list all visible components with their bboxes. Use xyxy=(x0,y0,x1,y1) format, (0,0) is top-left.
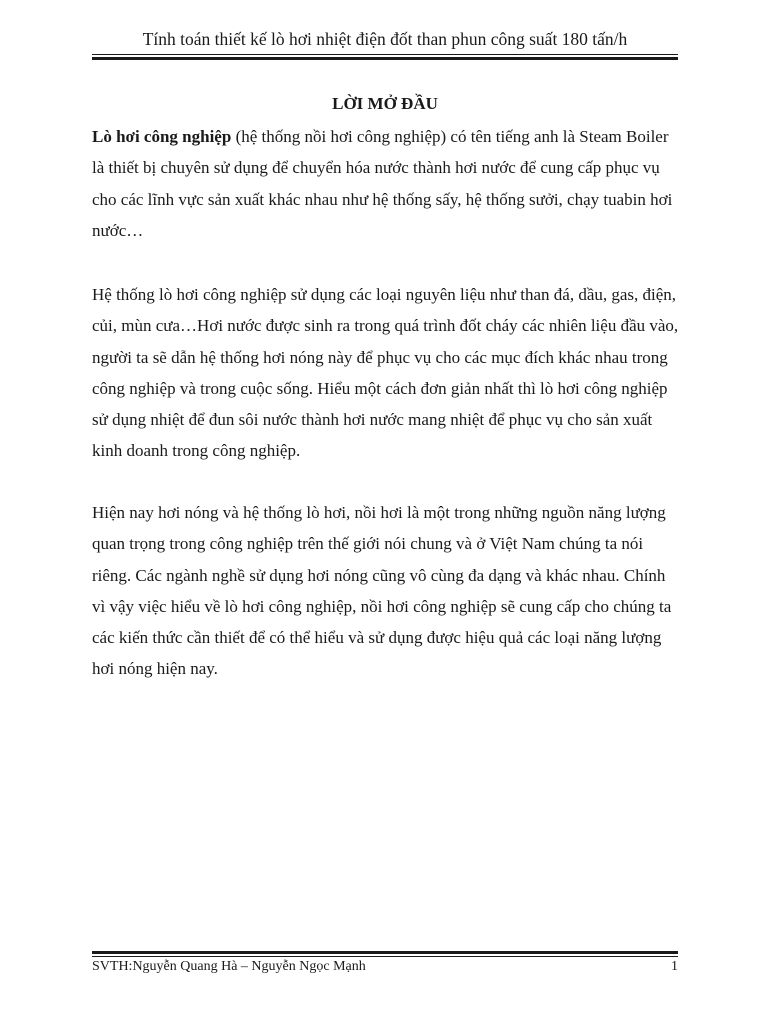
page-number: 1 xyxy=(671,959,678,974)
intro-paragraph-3: Hiện nay hơi nóng và hệ thống lò hơi, nồi hơi là một trong những nguồn năng lượng quan trọng trong công nghiệp trên thế giới nói chung và ở Việt Nam chúng ta nói riêng. Các ngành nghề sử dụng hơi nóng cũng vô cùng đa dạng và khác nhau. Chính vì vậy việc hiểu về lò hơi công nghiệp, nồi hơi công nghiệp sẽ cung cấp cho chúng ta các kiến thức cần thiết để có thể hiểu và sử dụng được hiệu quả các loại năng lượng hơi nóng hiện nay. xyxy=(92,503,672,679)
paragraph-1-bold-lead: Lò hơi công nghiệp xyxy=(92,127,232,146)
header-rule-thin xyxy=(92,54,678,55)
header-rule-thick xyxy=(92,57,678,60)
paragraph-1-text: (hệ thống nồi hơi công nghiệp) có tên tiếng anh là Steam Boiler là thiết bị chuyên sử dụng để chuyển hóa nước thành hơi nước để cung cấp phục vụ cho các lĩnh vực sản xuất khác nhau như hệ thống sấy, hệ thống sưởi, chạy tuabin hơi nước… xyxy=(92,127,673,240)
section-heading: LỜI MỞ ĐẦU xyxy=(332,94,438,113)
footer-rule-thick xyxy=(92,951,678,954)
footer-authors: SVTH:Nguyễn Quang Hà – Nguyễn Ngọc Mạnh xyxy=(92,959,366,974)
footer-rule-thin xyxy=(92,956,678,957)
running-header-title: Tính toán thiết kế lò hơi nhiệt điện đốt than phun công suất 180 tấn/h xyxy=(142,29,628,49)
intro-paragraph-2: Hệ thống lò hơi công nghiệp sử dụng các loại nguyên liệu như than đá, dầu, gas, điện, củi, mùn cưa…Hơi nước được sinh ra trong quá trình đốt cháy các nhiên liệu đầu vào, người ta sẽ dẫn hệ thống hơi nóng này để phục vụ cho các mục đích khác nhau trong công nghiệp và trong cuộc sống. Hiểu một cách đơn giản nhất thì lò hơi công nghiệp sử dụng nhiệt để đun sôi nước thành hơi nước mang nhiệt để phục vụ cho sản xuất kinh doanh trong công nghiệp. xyxy=(92,285,679,461)
intro-paragraph-1 xyxy=(92,121,682,246)
